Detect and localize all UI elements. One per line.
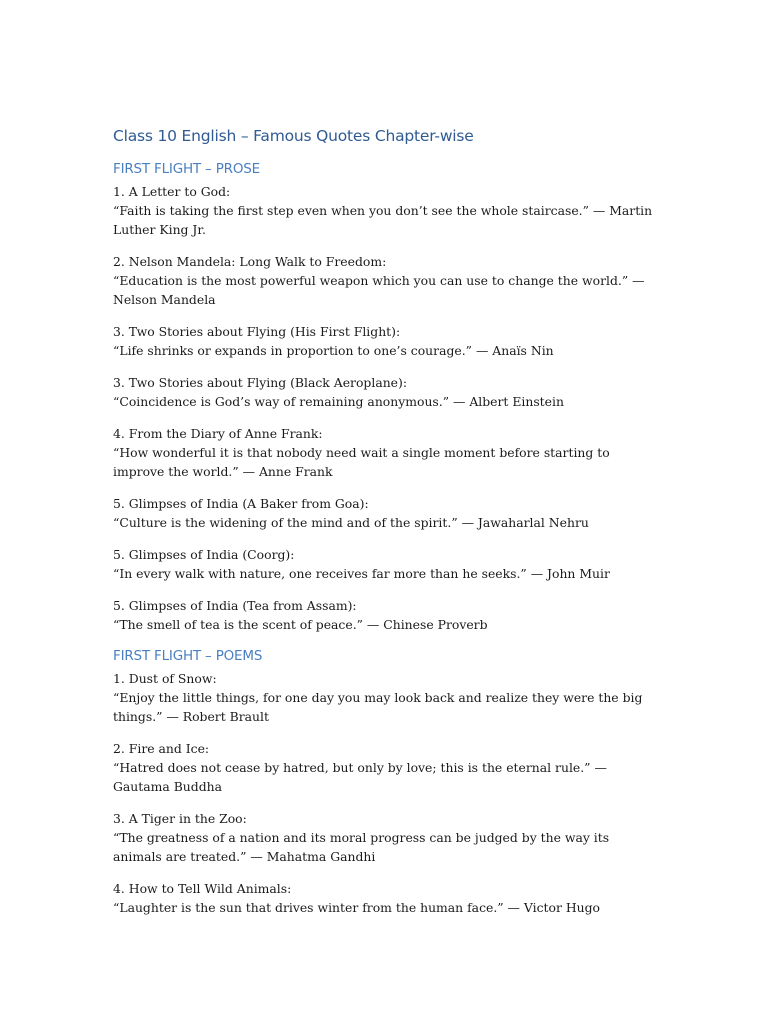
quote-text: “In every walk with nature, one receives far more than he seeks.” — John Muir — [113, 566, 610, 581]
chapter-title: 1. A Letter to God: — [113, 184, 231, 199]
quote-text: “The greatness of a nation and its moral progress can be judged by the way its animals are treated.” — Mahatma Gandhi — [113, 830, 610, 864]
quote-entry — [113, 809, 658, 866]
chapter-title: 3. Two Stories about Flying (His First Flight): — [113, 324, 401, 339]
quote-entry — [113, 739, 658, 796]
quote-text: “Enjoy the little things, for one day you may look back and realize they were the big things.” — Robert Brault — [113, 690, 643, 724]
chapter-title: 2. Nelson Mandela: Long Walk to Freedom: — [113, 254, 387, 269]
quote-text: “Coincidence is God’s way of remaining anonymous.” — Albert Einstein — [113, 394, 564, 409]
chapter-title: 4. How to Tell Wild Animals: — [113, 881, 292, 896]
quote-text: “Faith is taking the first step even when you don’t see the whole staircase.” — Martin Luther King Jr. — [113, 203, 653, 237]
chapter-title: 5. Glimpses of India (A Baker from Goa): — [113, 496, 369, 511]
quote-entry — [113, 596, 658, 634]
chapter-title: 3. A Tiger in the Zoo: — [113, 811, 247, 826]
quote-entry — [113, 252, 658, 309]
section-heading: FIRST FLIGHT – POEMS — [113, 648, 263, 664]
quote-text: “Hatred does not cease by hatred, but only by love; this is the eternal rule.” — Gautama Buddha — [113, 760, 607, 794]
document-page — [113, 126, 658, 930]
quote-entry — [113, 322, 658, 360]
quote-entry — [113, 669, 658, 726]
section-poems — [113, 647, 658, 917]
quote-text: “Laughter is the sun that drives winter from the human face.” — Victor Hugo — [113, 900, 600, 915]
chapter-title: 4. From the Diary of Anne Frank: — [113, 426, 323, 441]
quote-entry — [113, 879, 658, 917]
quote-entry — [113, 373, 658, 411]
quote-text: “The smell of tea is the scent of peace.” — Chinese Proverb — [113, 617, 488, 632]
quote-entry — [113, 545, 658, 583]
quote-text: “Culture is the widening of the mind and of the spirit.” — Jawaharlal Nehru — [113, 515, 589, 530]
quote-text: “How wonderful it is that nobody need wait a single moment before starting to improve the world.” — Anne Frank — [113, 445, 610, 479]
chapter-title: 5. Glimpses of India (Coorg): — [113, 547, 295, 562]
quote-text: “Life shrinks or expands in proportion to one’s courage.” — Anaïs Nin — [113, 343, 554, 358]
quote-entry — [113, 182, 658, 239]
chapter-title: 1. Dust of Snow: — [113, 671, 217, 686]
chapter-title: 5. Glimpses of India (Tea from Assam): — [113, 598, 357, 613]
document-title: Class 10 English – Famous Quotes Chapter-wise — [113, 127, 474, 145]
section-heading: FIRST FLIGHT – PROSE — [113, 161, 260, 177]
chapter-title: 2. Fire and Ice: — [113, 741, 210, 756]
quote-entry — [113, 424, 658, 481]
chapter-title: 3. Two Stories about Flying (Black Aeroplane): — [113, 375, 408, 390]
quote-text: “Education is the most powerful weapon which you can use to change the world.” — Nelson Mandela — [113, 273, 645, 307]
section-prose — [113, 160, 658, 634]
quote-entry — [113, 494, 658, 532]
